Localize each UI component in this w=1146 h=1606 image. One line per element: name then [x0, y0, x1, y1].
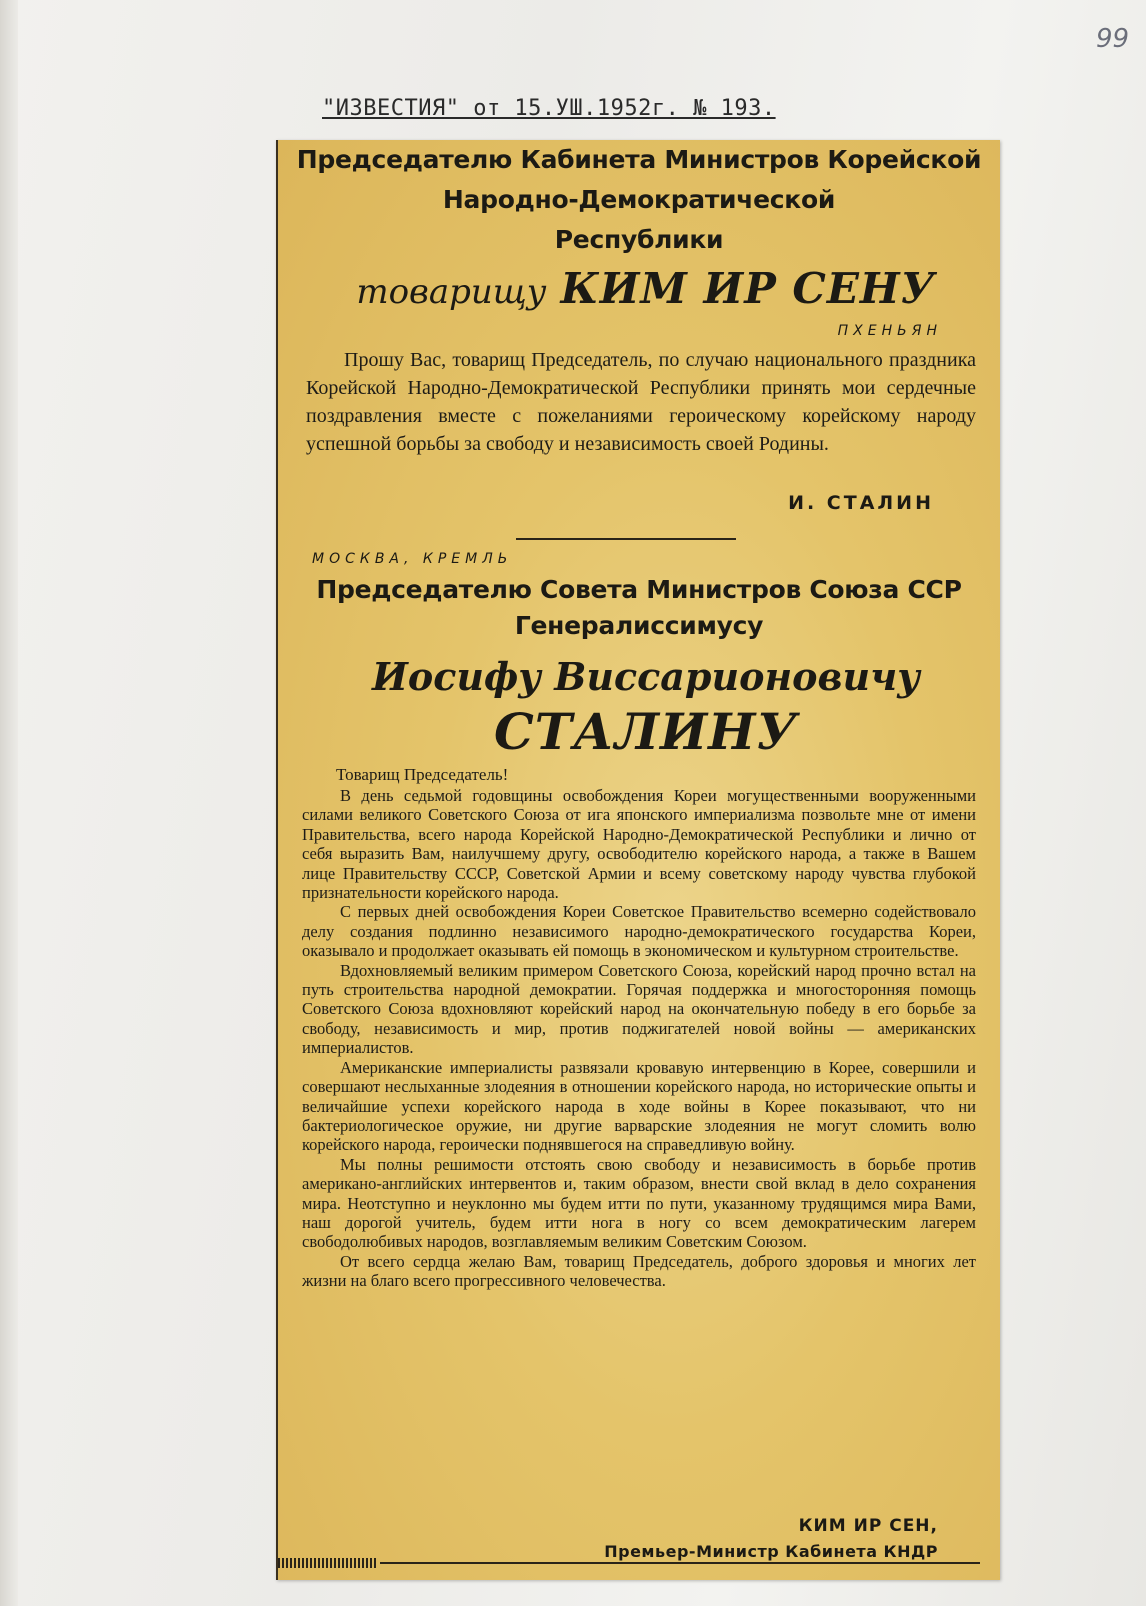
letter2-paragraph-6: От всего сердца желаю Вам, товарищ Председатель, доброго здоровья и многих лет жизни на благо всего прогрессивного человечества.: [302, 1251, 976, 1291]
letter1-signature: И. СТАЛИН: [788, 492, 934, 514]
letter2-paragraph-4: Американские империалисты развязали кровавую интервенцию в Корее, совершили и совершают неслыханные злодеяния в отношении корейского народа, но исторические опыты и величайшие успехи корейского народа в ходе войны в Корее показывают, что ни бактериологическое оружие, ни другие варварские злодеяния не могут сломить волю корейского народа, героически поднявшегося на справедливую войну.: [302, 1057, 976, 1155]
letter1-title-line-3: Республики: [554, 225, 724, 254]
letter2-body: [302, 786, 976, 1291]
newspaper-clipping: [276, 140, 1000, 1580]
letter2-title-line-2: Генералиссимусу: [514, 611, 764, 640]
letter1-location: ПХЕНЬЯН: [837, 323, 942, 339]
divider-rule: [516, 538, 736, 540]
letter2-paragraph-3: Вдохновляемый великим примером Советского Союза, корейский народ прочно встал на путь строительства народной демократии. Горячая поддержка и многосторонняя помощь Советского Союза вдохновляют корейский народ на окончательную победу в его борьбе за свободу, независимость и мир, против поджигателей новой войны — американских империалистов.: [302, 960, 976, 1058]
letter2-signature-name: КИМ ИР СЕН,: [798, 1516, 938, 1536]
page-number: 99: [1096, 24, 1130, 54]
hatched-rule: [278, 1558, 378, 1568]
addressee-name: КИМ ИР СЕНУ: [560, 264, 936, 313]
letter2-salutation: Товарищ Председатель!: [336, 765, 509, 784]
letter2-name-line-2: СТАЛИНУ: [494, 702, 798, 761]
bottom-rule: [276, 1558, 1000, 1568]
letter2-title-line-1: Председателю Совета Министров Союза ССР: [316, 575, 962, 604]
rule-line: [380, 1562, 980, 1564]
letter2-paragraph-5: Мы полны решимости отстоять свою свободу и независимость в борьбе против американо-английских интервентов и, таким образом, внести свой вклад в дело сохранения мира. Неотступно и неуклонно мы будем итти по пути, указанному трудящимся мира Вами, наш дорогой учитель, будем итти нога в ногу со всем демократическим лагерем свободолюбивых народов, возглавляемым великим Советским Союзом.: [302, 1154, 976, 1252]
letter1-addressee: [306, 262, 986, 319]
letter2-paragraph-1: В день седьмой годовщины освобождения Кореи могущественными вооруженными силами великого Советского Союза от ига японского империализма позвольте мне от имени Правительства, всего народа Корейской Народно-Демократической Республики и лично от себя выразить Вам, наилучшему другу, освободителю корейского народа, а также в Вашем лице Правительству СССР, Советской Армии и всему советскому народу чувства глубокой признательности корейского народа.: [302, 786, 976, 903]
letter1-body: [306, 346, 976, 458]
letter2-paragraph-2: С первых дней освобождения Кореи Советское Правительство всемерно содействовало делу создания подлинно независимого народно-демократического государства Кореи, оказывало и продолжает оказывать ей помощь в экономическом и культурном строительстве.: [302, 902, 976, 961]
letter1-title-line-1: Председателю Кабинета Министров Корейской: [296, 145, 982, 174]
letter1-paragraph: Прошу Вас, товарищ Председатель, по случаю национального праздника Корейской Народно-Демократической Республики принять мои сердечные поздравления вместе с пожеланиями героическому корейскому народу успешной борьбы за свободу и независимость своей Родины.: [306, 349, 976, 455]
addressee-prefix: товарищу: [356, 272, 547, 312]
sheet-edge: [0, 0, 18, 1606]
clipping-edge: [276, 140, 278, 1580]
letter2-name-line-1: Иосифу Виссарионовичу: [372, 654, 920, 699]
letter1-title-line-2: Народно-Демократической: [442, 185, 836, 214]
letter2-location: МОСКВА, КРЕМЛЬ: [312, 551, 513, 567]
letter2-signature-title: Премьер-Министр Кабинета КНДР: [604, 1542, 938, 1561]
newspaper-source-line: "ИЗВЕСТИЯ" от 15.УШ.1952г. № 193.: [322, 96, 776, 121]
